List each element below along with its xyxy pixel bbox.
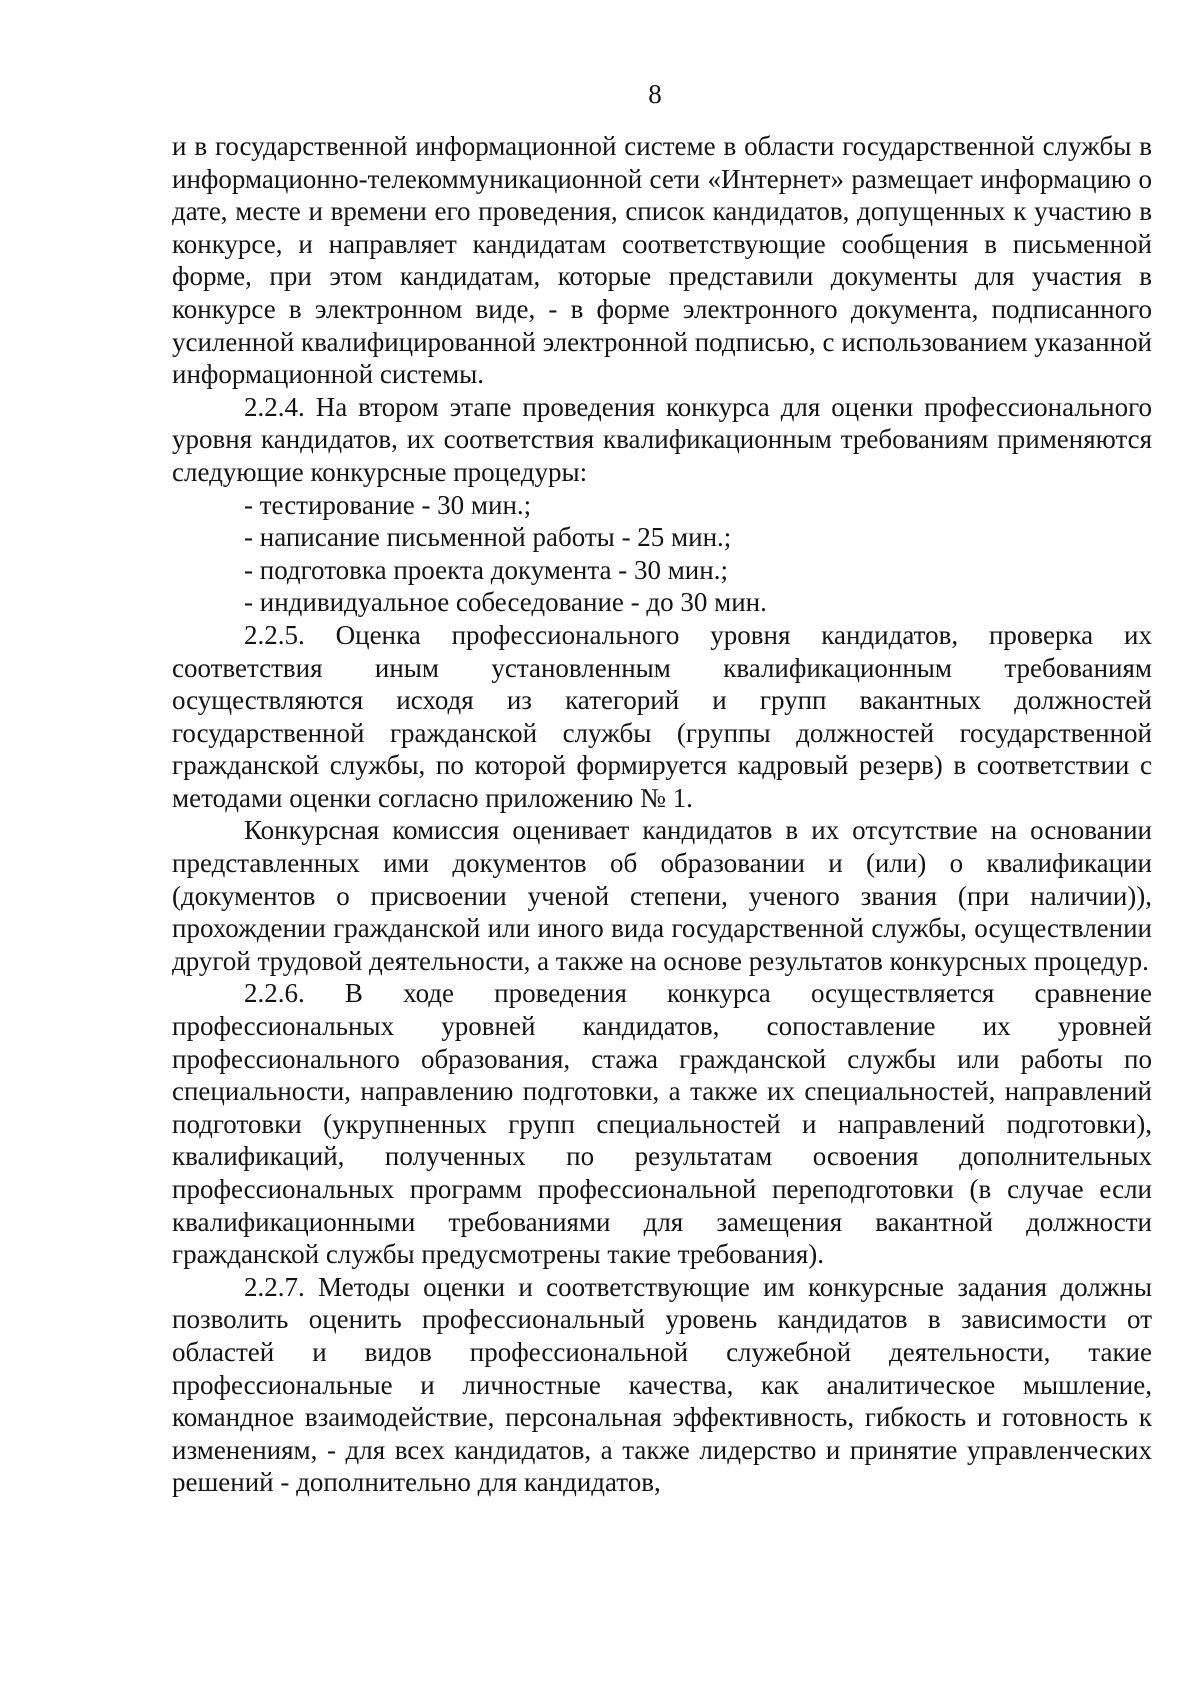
list-item: - подготовка проекта документа - 30 мин.; xyxy=(244,554,728,585)
procedures-list xyxy=(172,489,1152,619)
list-item: - тестирование - 30 мин.; xyxy=(244,489,532,520)
paragraph-2-2-7: 2.2.7. Методы оценки и соответствующие им конкурсные задания должны позволить оценить профессиональный уровень кандидатов в зависимости от областей и видов профессиональной служебной деятельности, такие профессиональные и личностные качества, как аналитическое мышление, командное взаимодействие, персональная эффективность, гибкость и готовность к изменениям, - для всех кандидатов, а также лидерство и принятие управленческих решений - дополнительно для кандидатов, xyxy=(172,1271,1152,1498)
list-item: - написание письменной работы - 25 мин.; xyxy=(244,522,732,553)
paragraph-continuation: и в государственной информационной системе в области государственной службы в информационно-телекоммуникационной сети «Интернет» размещает информацию о дате, месте и времени его проведения, список кандидатов, допущенных к участию в конкурсе, и направляет кандидатам соответствующие сообщения в письменной форме, при этом кандидатам, которые представили документы для участия в конкурсе в электронном виде, - в форме электронного документа, подписанного усиленной квалифицированной электронной подписью, с использованием указанной информационной системы. xyxy=(172,131,1152,390)
paragraph-commission: Конкурсная комиссия оценивает кандидатов в их отсутствие на основании представленных ими документов об образовании и (или) о квалификации (документов о присвоении ученой степени, ученого звания (при наличии)), прохождении гражданской или иного вида государственной службы, осуществлении другой трудовой деятельности, а также на основе результатов конкурсных процедур. xyxy=(172,815,1152,976)
list-item: - индивидуальное собеседование - до 30 мин. xyxy=(244,587,767,618)
document-body xyxy=(172,130,1152,1499)
paragraph-2-2-4: 2.2.4. На втором этапе проведения конкурса для оценки профессионального уровня кандидатов, их соответствия квалификационным требованиям применяются следующие конкурсные процедуры: xyxy=(172,391,1152,487)
page-number: 8 xyxy=(648,79,662,109)
paragraph-2-2-5: 2.2.5. Оценка профессионального уровня кандидатов, проверка их соответствия иным установленным квалификационным требованиям осуществляются исходя из категорий и групп вакантных должностей государственной гражданской службы (группы должностей государственной гражданской службы, по которой формируется кадровый резерв) в соответствии с методами оценки согласно приложению № 1. xyxy=(172,619,1152,813)
paragraph-2-2-6: 2.2.6. В ходе проведения конкурса осуществляется сравнение профессиональных уровней кандидатов, сопоставление их уровней профессионального образования, стажа гражданской службы или работы по специальности, направлению подготовки, а также их специальностей, направлений подготовки (укрупненных групп специальностей и направлений подготовки), квалификаций, полученных по результатам освоения дополнительных профессиональных программ профессиональной переподготовки (в случае если квалификационными требованиями для замещения вакантной должности гражданской службы предусмотрены такие требования). xyxy=(172,978,1152,1270)
